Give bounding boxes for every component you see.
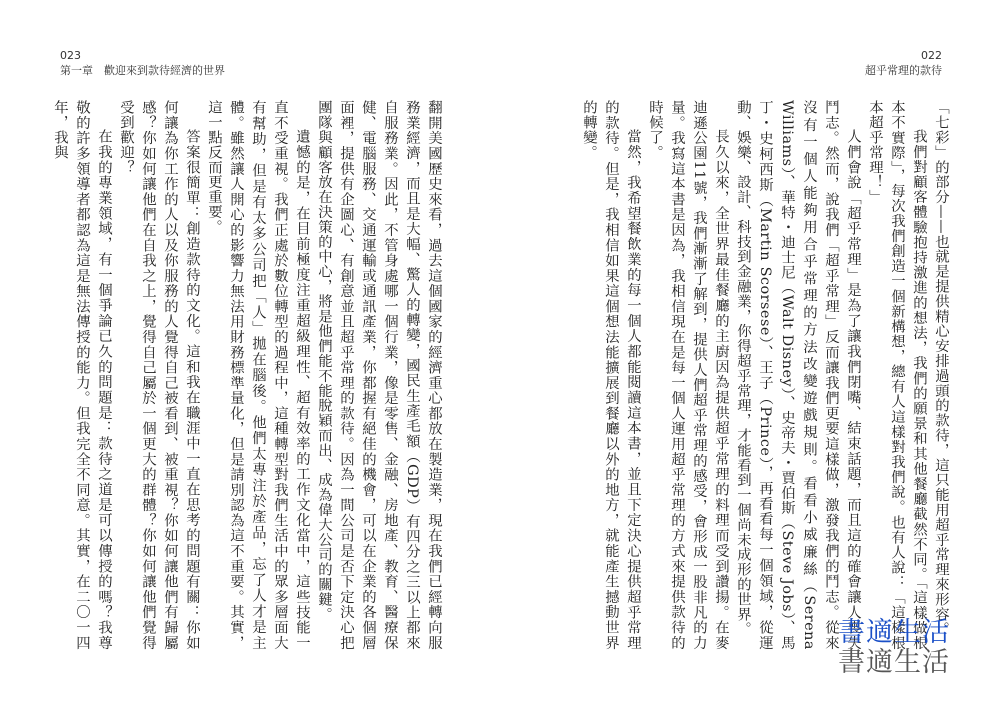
left-paragraph-4: 在我的專業領域，有一個爭論已久的問題是：款待之道是可以傳授的嗎？我尊敬的許多領導者都認為這是無法傳授的能力。但我完全不同意。其實，在二〇一四年，我與 bbox=[52, 100, 112, 650]
publisher-watermark bbox=[838, 618, 950, 678]
right-paragraph-1: 「七彩」的部分——也就是提供精心安排過頭的款待，這只能用超乎常理來形容。 bbox=[933, 100, 949, 637]
left-paragraph-2: 遺憾的是，在目前極度注重超級理性、超有效率的工作文化當中，這些技能一直不受重視。我們正處於數位轉型的過程中，這種轉型對我們生活中的眾多層面大有幫助，但是有太多公司把「人」拋在腦後。他們太專注於產品，忘了人才是主體。雖然讓人開心的影響力無法用財務標準量化，但是請別認為這不重要。其實，這一點反而更重要。 bbox=[206, 100, 310, 650]
watermark-line-1: 書適生活 bbox=[838, 617, 950, 648]
right-page bbox=[500, 0, 1000, 707]
left-paragraph-1: 翻開美國歷史來看，過去這個國家的經濟重心都放在製造業，現在我們已經轉向服務業經濟，而且是大幅、驚人的轉變，國民生產毛額（GDP）有四分之三以上都來自服務業。因此，不管身處哪一個行業，像是零售、金融、房地產、教育、醫療保健、電腦服務、交通運輸或通訊產業，你都握有絕佳的機會，可以在企業的各個層面裡，提供有企圖心、有創意並且超乎常理的款待。因為一間公司是否下定決心把團隊與顧客放在決策的中心，將是他們能不能脫穎而出、成為偉大公司的關鍵。 bbox=[316, 100, 442, 650]
right-paragraph-2: 我們對顧客體驗抱持激進的想法，我們的願景和其他餐廳截然不同。「這樣做根本不實際」，每次我們創造一個新構想，總有人這樣對我們說。也有人說：「這樣根本超乎常理！」 bbox=[867, 100, 927, 650]
right-running-title: 超乎常理的款待 bbox=[865, 64, 942, 77]
right-body-text bbox=[572, 100, 952, 650]
right-page-number: 022 bbox=[921, 49, 942, 62]
left-page-number: 023 bbox=[60, 49, 81, 62]
left-body-text bbox=[52, 100, 445, 650]
right-paragraph-5: 當然，我希望餐飲業的每一個人都能閱讀這本書，並且下定決心提供超乎常理的款待。但是，我相信如果這個想法能擴展到餐廳以外的地方，就能產生撼動世界的轉變。 bbox=[581, 100, 641, 650]
left-paragraph-3: 答案很簡單：創造款待的文化。這和我在職涯中一直在思考的問題有關：你如何讓為你工作的人以及你服務的人覺得自己被看到、被重視？你如何讓他們有歸屬感？你如何讓他們在自我之上，覺得自己屬於一個更大的群體？你如何讓他們覺得受到歡迎？ bbox=[118, 100, 200, 650]
left-page-header bbox=[60, 48, 225, 78]
right-page-header bbox=[865, 48, 942, 78]
watermark-line-2: 書適生活 bbox=[838, 647, 950, 678]
right-paragraph-4: 長久以來，全世界最佳餐廳的主廚因為提供超乎常理的料理而受到讚揚。在麥迪遜公園11號，我們漸漸了解到，提供人們超乎常理的感受，會形成一股非凡的力量。我寫這本書是因為，我相信現在是每一個人運用超乎常理的方式來提供款待的時候了。 bbox=[647, 100, 729, 650]
right-paragraph-3: 人們會說「超乎常理」是為了讓我們閉嘴、結束話題，而且這的確會讓人喪失鬥志。然而，說我們「超乎常理」反而讓我們更要這樣做，激發我們的鬥志。從來沒有一個人能夠用合乎常理的方法改變遊戲規則。看看小威廉絲（Serena Williams）、華特・迪士尼（Walt Disney）、史帝夫・賈伯斯（Steve Jobs）、馬丁・史柯西斯（Martin Scorsese）、王子（Prince），再看看每一個領域，從運動、娛樂、設計、科技到金融業，你得超乎常理，才能看到一個尚未成形的世界。 bbox=[735, 100, 861, 650]
left-running-title: 第一章 歡迎來到款待經濟的世界 bbox=[60, 64, 225, 77]
